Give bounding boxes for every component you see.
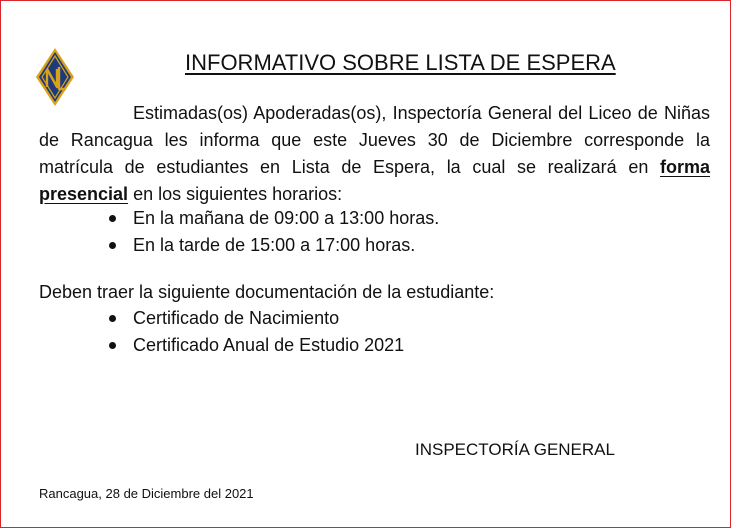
paragraph-text-end: en los siguientes horarios: — [128, 184, 343, 204]
documents-intro: Deben traer la siguiente documentación de la estudiante: — [39, 282, 495, 302]
paragraph-emphasis: forma presencial — [39, 157, 710, 204]
schedule-item-afternoon: En la tarde de 15:00 a 17:00 horas. — [133, 235, 416, 255]
list-item — [109, 332, 404, 359]
date-line: Rancagua, 28 de Diciembre del 2021 — [39, 486, 254, 501]
schedule-list — [109, 205, 439, 259]
document-item-study-certificate: Certificado Anual de Estudio 2021 — [133, 335, 405, 355]
list-item — [109, 205, 439, 232]
bullet-icon — [109, 215, 116, 222]
school-crest-icon — [35, 47, 75, 107]
bullet-icon — [109, 242, 116, 249]
document-item-birth-certificate: Certificado de Nacimiento — [133, 308, 340, 328]
list-item — [109, 305, 404, 332]
bullet-icon — [109, 342, 116, 349]
documents-list — [109, 305, 404, 359]
bullet-icon — [109, 315, 116, 322]
list-item — [109, 232, 439, 259]
page-title: INFORMATIVO SOBRE LISTA DE ESPERA — [185, 50, 616, 75]
schedule-item-morning: En la mañana de 09:00 a 13:00 horas. — [133, 208, 440, 228]
main-paragraph — [39, 100, 710, 208]
signature: INSPECTORÍA GENERAL — [415, 440, 615, 459]
paragraph-text-start: Estimadas(os) Apoderadas(os), Inspectoría General del Liceo de Niñas de Rancagua les informa que este Jueves 30 de Diciembre corresponde la matrícula de estudiantes en Lista de Espera, la cual se realizará en — [39, 103, 710, 177]
